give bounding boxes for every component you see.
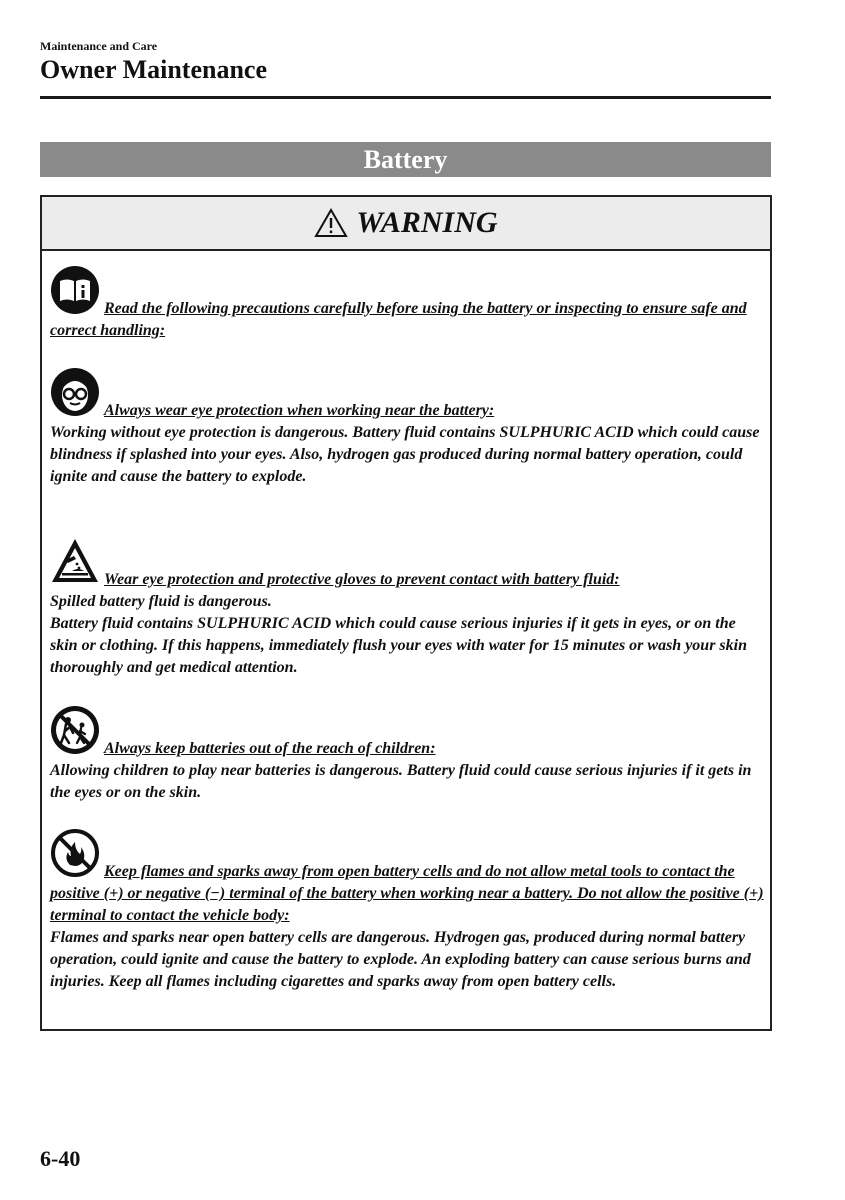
warning-lead-text: Always keep batteries out of the reach of children: <box>104 740 436 757</box>
warning-item <box>50 265 766 345</box>
warning-item <box>50 828 766 1018</box>
warning-lead-text: Read the following precautions carefully before using the battery or inspecting to ensure safe and correct handling: <box>50 300 747 339</box>
warning-body-text: Flames and sparks near open battery cells are dangerous. Hydrogen gas, produced during normal battery operation, could ignite and cause the battery to explode. An exploding battery can cause serious burns and injuries. Keep all flames including cigarettes and sparks away from open battery cells. <box>50 929 751 990</box>
header-divider <box>40 96 771 99</box>
warning-body-text: Working without eye protection is dangerous. Battery fluid contains SULPHURIC ACID which could cause blindness if splashed into your eyes. Also, hydrogen gas produced during normal battery operation, could ignite and cause the battery to explode. <box>50 424 760 485</box>
warning-item <box>50 367 766 517</box>
warning-triangle-icon <box>314 208 348 238</box>
warning-header <box>42 197 770 251</box>
page-number: 6-40 <box>40 1146 81 1171</box>
chapter-label: Maintenance and Care <box>40 39 158 53</box>
warning-item <box>50 536 766 686</box>
warning-box <box>40 195 772 1031</box>
warning-body-text: Spilled battery fluid is dangerous. Battery fluid contains SULPHURIC ACID which could cause serious injuries if it gets in eyes, or on the skin or clothing. If this happens, immediately flush your eyes with water for 15 minutes or wash your skin thoroughly and get medical attention. <box>50 593 747 676</box>
warning-title: WARNING <box>356 206 498 239</box>
warning-lead-text: Always wear eye protection when working near the battery: <box>104 402 495 419</box>
warning-item <box>50 705 766 805</box>
page-title: Owner Maintenance <box>40 55 267 84</box>
warning-lead-text: Wear eye protection and protective gloves to prevent contact with battery fluid: <box>104 571 620 588</box>
warning-body-text: Allowing children to play near batteries is dangerous. Battery fluid could cause serious injuries if it gets in the eyes or on the skin. <box>50 762 752 801</box>
section-title: Battery <box>40 142 771 177</box>
warning-lead-text: Keep flames and sparks away from open battery cells and do not allow metal tools to contact the positive (+) or negative (−) terminal of the battery when working near a battery. Do not allow the positive (+) terminal to contact the vehicle body: <box>50 863 764 924</box>
